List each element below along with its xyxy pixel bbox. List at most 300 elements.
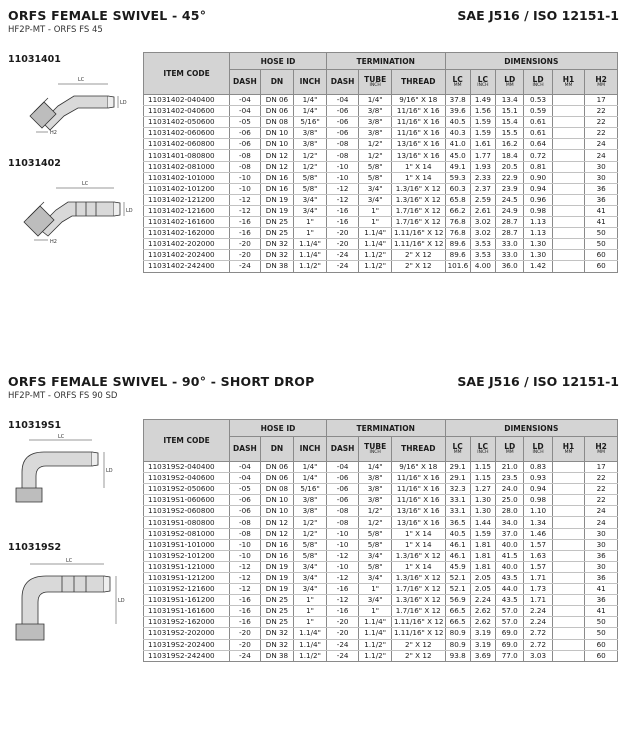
table-cell: 1" (294, 617, 327, 628)
table-cell: 41 (585, 205, 618, 216)
item-code-cell: 11031402-202000 (144, 239, 230, 250)
table-cell: 1.71 (524, 572, 552, 583)
table-cell: 1.93 (470, 161, 495, 172)
table-cell: DN 25 (260, 617, 294, 628)
table-row (144, 194, 618, 205)
table-cell: 3/4" (359, 572, 392, 583)
table-cell: DN 08 (260, 484, 294, 495)
table-cell: 36.0 (496, 261, 524, 272)
table-cell: -10 (326, 539, 359, 550)
table-row (144, 550, 618, 561)
table-cell: 1.30 (470, 495, 495, 506)
item-code-cell: 110319S2-202400 (144, 639, 230, 650)
table-cell: -20 (326, 617, 359, 628)
table-cell: 52.1 (445, 572, 470, 583)
table-cell: 3.53 (470, 239, 495, 250)
table-cell: DN 25 (260, 228, 294, 239)
table-cell: -16 (230, 595, 260, 606)
fitting-45-long-drawing (8, 174, 133, 246)
table-cell: 1.1/2" (294, 650, 327, 661)
table-cell: 1.1/4" (294, 250, 327, 261)
table-cell: 1" (359, 584, 392, 595)
table-cell: -12 (326, 572, 359, 583)
table-cell: 1.42 (524, 261, 552, 272)
table-cell: DN 19 (260, 584, 294, 595)
table-cell: 20.5 (496, 161, 524, 172)
table-cell: 36 (585, 572, 618, 583)
table-cell: 24.0 (496, 484, 524, 495)
table-cell: 11/16" X 16 (391, 495, 445, 506)
table-cell: 41 (585, 217, 618, 228)
table-row (144, 261, 618, 272)
table-cell: -16 (230, 217, 260, 228)
column-header (552, 437, 585, 462)
table-cell: 52.1 (445, 584, 470, 595)
table-cell: 23.5 (496, 473, 524, 484)
table-cell: 1/2" (359, 517, 392, 528)
item-code-cell: 110319S1-060600 (144, 495, 230, 506)
table-row (144, 139, 618, 150)
table-cell (552, 473, 585, 484)
column-header (524, 437, 552, 462)
table-cell: -04 (326, 462, 359, 473)
table-cell: 1.7/16" X 12 (391, 217, 445, 228)
table-cell: 9/16" X 18 (391, 95, 445, 106)
table-cell: 3.19 (470, 628, 495, 639)
table-cell: -10 (326, 561, 359, 572)
column-header (294, 437, 327, 462)
column-header (294, 70, 327, 95)
table-cell: 0.90 (524, 172, 552, 183)
table-cell: 1.13 (524, 228, 552, 239)
table-cell: 5/8" (359, 528, 392, 539)
table-cell: DN 06 (260, 95, 294, 106)
table-cell: 3/4" (359, 550, 392, 561)
table-cell: 3/8" (294, 128, 327, 139)
table-cell: -10 (230, 172, 260, 183)
table-cell: 46.1 (445, 539, 470, 550)
section-standard: SAE J516 / ISO 12151-1 (457, 8, 619, 23)
table-cell: 1.27 (470, 484, 495, 495)
table-cell: 2.72 (524, 628, 552, 639)
table-cell: 1/2" (359, 506, 392, 517)
table-cell: 0.94 (524, 484, 552, 495)
table-cell (552, 650, 585, 661)
column-header (445, 70, 470, 95)
table-row (144, 106, 618, 117)
table-cell: 1.15 (470, 473, 495, 484)
table-cell (552, 639, 585, 650)
table-cell: -12 (326, 183, 359, 194)
table-cell: -12 (230, 205, 260, 216)
table-row (144, 172, 618, 183)
table-cell (552, 250, 585, 261)
table-cell (552, 484, 585, 495)
table-cell: 41.5 (496, 550, 524, 561)
table-cell: -20 (230, 239, 260, 250)
table-cell: 5/8" (359, 561, 392, 572)
item-code-cell: 11031402-081000 (144, 161, 230, 172)
table-row (144, 650, 618, 661)
table-cell: 22 (585, 473, 618, 484)
table-cell: 36 (585, 194, 618, 205)
table-cell: 1" X 14 (391, 172, 445, 183)
table-cell: 1.1/4" (294, 639, 327, 650)
table-cell: 13/16" X 16 (391, 139, 445, 150)
table-row (144, 495, 618, 506)
table-cell: 40.0 (496, 561, 524, 572)
table-cell: 1.11/16" X 12 (391, 617, 445, 628)
table-cell: 33.0 (496, 239, 524, 250)
label-ld: LD (106, 468, 113, 474)
table-row (144, 228, 618, 239)
table-cell (552, 517, 585, 528)
table-cell: 3.02 (470, 217, 495, 228)
column-header-label: H2 (595, 441, 607, 451)
table-cell: -12 (230, 572, 260, 583)
item-code-cell: 110319S1-121200 (144, 572, 230, 583)
part-number: 110319S1 (8, 420, 62, 431)
table-cell: DN 25 (260, 217, 294, 228)
table-cell: -12 (230, 584, 260, 595)
item-code-cell: 11031402-101200 (144, 183, 230, 194)
table-row (144, 595, 618, 606)
table-cell (552, 539, 585, 550)
table-cell: 22.9 (496, 172, 524, 183)
item-code-cell: 110319S2-121600 (144, 584, 230, 595)
table-cell: 1.63 (524, 550, 552, 561)
table-row (144, 617, 618, 628)
table-cell: -04 (230, 473, 260, 484)
table-cell: 1" (359, 205, 392, 216)
table-cell: 3/8" (359, 484, 392, 495)
table-cell: 1.11/16" X 12 (391, 239, 445, 250)
table-cell: 23.9 (496, 183, 524, 194)
table-cell: 28.0 (496, 506, 524, 517)
table-cell: -10 (326, 528, 359, 539)
column-header (391, 437, 445, 462)
table-cell: 80.9 (445, 628, 470, 639)
table-cell (552, 239, 585, 250)
table-cell: 60 (585, 650, 618, 661)
table-cell: 1/4" (294, 473, 327, 484)
column-header (585, 437, 618, 462)
table-cell: 11/16" X 16 (391, 484, 445, 495)
table-cell (552, 572, 585, 583)
table-cell: -24 (230, 650, 260, 661)
table-cell: -05 (230, 484, 260, 495)
table-cell: 69.0 (496, 628, 524, 639)
table-cell: 1.1/4" (294, 628, 327, 639)
label-lc: LC (82, 181, 89, 187)
table-cell: 1.57 (524, 561, 552, 572)
table-cell: 1" (359, 606, 392, 617)
table-cell: 22 (585, 117, 618, 128)
header-termination: TERMINATION (326, 420, 445, 437)
table-cell: 13/16" X 16 (391, 517, 445, 528)
table-cell: 1" X 14 (391, 161, 445, 172)
column-header (260, 437, 294, 462)
part-number: 110319S2 (8, 542, 62, 553)
table-cell: 2.33 (470, 172, 495, 183)
table-cell: 1.1/4" (359, 228, 392, 239)
item-code-cell: 11031401-080800 (144, 150, 230, 161)
table-cell: 2.59 (470, 194, 495, 205)
table-cell: 2.37 (470, 183, 495, 194)
table-cell: DN 06 (260, 462, 294, 473)
table-cell: -16 (230, 228, 260, 239)
table-cell: -06 (326, 495, 359, 506)
table-cell: 1.11/16" X 12 (391, 628, 445, 639)
table-cell: 30 (585, 172, 618, 183)
table-cell: -08 (230, 161, 260, 172)
table-cell: 77.0 (496, 650, 524, 661)
table-cell: 1.30 (524, 250, 552, 261)
item-code-cell: 110319S1-161200 (144, 595, 230, 606)
table-cell: 43.5 (496, 595, 524, 606)
table-cell: 0.93 (524, 473, 552, 484)
column-header (445, 437, 470, 462)
label-lc: LC (78, 77, 85, 83)
table-body (144, 95, 618, 273)
table-cell: 0.98 (524, 495, 552, 506)
table-cell: 24 (585, 150, 618, 161)
table-cell: 24.5 (496, 194, 524, 205)
label-lc: LC (58, 434, 65, 440)
item-code-cell: 110319S2-040400 (144, 462, 230, 473)
column-header-unit: INCH (477, 450, 489, 455)
table-cell: 59.3 (445, 172, 470, 183)
table-cell: 5/8" (359, 172, 392, 183)
table-cell (552, 95, 585, 106)
table-row (144, 462, 618, 473)
column-header-label: H1 (562, 441, 575, 451)
column-header (359, 437, 392, 462)
header-dimensions: DIMENSIONS (445, 53, 617, 70)
table-cell: 3.19 (470, 639, 495, 650)
table-cell: 0.81 (524, 161, 552, 172)
table-row (144, 117, 618, 128)
column-header-unit: INCH (369, 83, 381, 88)
table-cell: DN 32 (260, 239, 294, 250)
table-cell: 2.61 (470, 205, 495, 216)
table-cell: DN 10 (260, 495, 294, 506)
header-item-code: ITEM CODE (144, 53, 230, 95)
table-cell: 1.7/16" X 12 (391, 205, 445, 216)
part-number: 11031402 (8, 158, 61, 169)
table-cell: 5/8" (294, 172, 327, 183)
table-cell: 36.5 (445, 517, 470, 528)
table-cell: 5/8" (294, 539, 327, 550)
table-cell: 16.2 (496, 139, 524, 150)
column-header-unit: MM (597, 450, 606, 455)
table-cell: 1" (359, 217, 392, 228)
table-cell (552, 228, 585, 239)
table-cell: 1.1/2" (294, 261, 327, 272)
table-cell: 36 (585, 183, 618, 194)
table-cell: 3/4" (294, 194, 327, 205)
table-cell: -10 (326, 161, 359, 172)
item-code-cell: 11031402-242400 (144, 261, 230, 272)
table-cell: 3/8" (359, 473, 392, 484)
table-cell: 32.3 (445, 484, 470, 495)
table-cell: 28.7 (496, 217, 524, 228)
column-header-unit: MM (505, 83, 514, 88)
table-cell: 1.81 (470, 550, 495, 561)
table-cell: 11/16" X 16 (391, 128, 445, 139)
column-header-label: TUBE (364, 74, 387, 84)
header-hose-id: HOSE ID (230, 53, 327, 70)
column-header-label: DASH (233, 444, 257, 454)
table-cell: 3/4" (359, 183, 392, 194)
column-header (552, 70, 585, 95)
table-row (144, 217, 618, 228)
table-cell: 2.05 (470, 584, 495, 595)
table-cell: -06 (230, 128, 260, 139)
table-cell: DN 19 (260, 194, 294, 205)
table-cell: 5/16" (294, 484, 327, 495)
table-cell: 34.0 (496, 517, 524, 528)
table-row (144, 561, 618, 572)
table-cell: 33.0 (496, 250, 524, 261)
table-cell (552, 595, 585, 606)
table-cell: 2.62 (470, 617, 495, 628)
table-cell: 15.5 (496, 128, 524, 139)
table-cell: 2.72 (524, 639, 552, 650)
table-cell: -20 (326, 239, 359, 250)
table-row (144, 484, 618, 495)
table-cell: -06 (326, 106, 359, 117)
table-cell (552, 606, 585, 617)
column-header (470, 70, 495, 95)
column-header (260, 70, 294, 95)
table-cell: 3.53 (470, 250, 495, 261)
table-cell: 1/2" (294, 517, 327, 528)
table-cell (552, 172, 585, 183)
item-code-cell: 11031402-060600 (144, 128, 230, 139)
column-header (470, 437, 495, 462)
table-cell: 1.3/16" X 12 (391, 595, 445, 606)
table-cell: 5/16" (294, 117, 327, 128)
table-cell: 40.5 (445, 117, 470, 128)
column-header-unit: MM (564, 83, 573, 88)
table-cell (552, 462, 585, 473)
table-cell: 1.44 (470, 517, 495, 528)
table-cell: 1.61 (470, 139, 495, 150)
column-header (230, 437, 260, 462)
table-cell: DN 06 (260, 106, 294, 117)
table-cell: -16 (230, 617, 260, 628)
label-ld: LD (126, 208, 133, 214)
table-cell: 1.3/16" X 12 (391, 194, 445, 205)
table-cell: 2" X 12 (391, 639, 445, 650)
spec-table (143, 419, 618, 662)
column-header-label: LD (504, 441, 516, 451)
table-cell: 1.56 (470, 106, 495, 117)
column-header (496, 437, 524, 462)
table-cell: 44.0 (496, 584, 524, 595)
table-cell: 41 (585, 606, 618, 617)
table-cell: 0.61 (524, 117, 552, 128)
table-cell: 11/16" X 16 (391, 473, 445, 484)
column-header-unit: MM (453, 83, 462, 88)
table-cell: DN 08 (260, 117, 294, 128)
table-cell: 11/16" X 16 (391, 117, 445, 128)
table-row (144, 572, 618, 583)
column-header-unit: MM (505, 450, 514, 455)
table-cell: 40.3 (445, 128, 470, 139)
item-code-cell: 110319S2-162000 (144, 617, 230, 628)
table-cell: 2.05 (470, 572, 495, 583)
table-cell: 24 (585, 139, 618, 150)
table-cell: -08 (230, 517, 260, 528)
column-header-label: LD (532, 441, 544, 451)
table-cell: 66.2 (445, 205, 470, 216)
table-cell: 0.64 (524, 139, 552, 150)
table-cell: 50 (585, 617, 618, 628)
table-row (144, 161, 618, 172)
table-cell: DN 16 (260, 172, 294, 183)
table-cell: 11/16" X 16 (391, 106, 445, 117)
table-cell: -10 (326, 172, 359, 183)
table-cell: -24 (326, 639, 359, 650)
column-header-label: TUBE (364, 441, 387, 451)
table-cell: 28.7 (496, 228, 524, 239)
table-cell (552, 217, 585, 228)
table-cell: 0.61 (524, 128, 552, 139)
table-cell: -24 (326, 250, 359, 261)
table-cell: -08 (326, 150, 359, 161)
section-title: ORFS FEMALE SWIVEL - 45° (8, 8, 207, 23)
table-cell: 1" (294, 217, 327, 228)
column-header (585, 70, 618, 95)
table-cell: DN 10 (260, 139, 294, 150)
table-cell: 1/4" (359, 462, 392, 473)
table-cell: 1.15 (470, 462, 495, 473)
table-cell (552, 584, 585, 595)
table-cell: 1.59 (470, 117, 495, 128)
header-item-code: ITEM CODE (144, 420, 230, 462)
table-cell: 1.46 (524, 528, 552, 539)
item-code-cell: 110319S2-081000 (144, 528, 230, 539)
table-cell: 30 (585, 528, 618, 539)
table-row (144, 628, 618, 639)
table-cell: 1.73 (524, 584, 552, 595)
table-cell: -16 (326, 217, 359, 228)
table-cell: 1" X 14 (391, 561, 445, 572)
table-cell: 1/2" (294, 528, 327, 539)
table-cell: 5/8" (294, 550, 327, 561)
table-cell: 45.0 (445, 150, 470, 161)
table-cell: 1" (294, 595, 327, 606)
table-cell: 3/8" (359, 128, 392, 139)
table-row (144, 473, 618, 484)
column-header-unit: MM (597, 83, 606, 88)
column-header-label: DN (270, 444, 284, 454)
table-cell: -06 (326, 128, 359, 139)
table-cell (552, 617, 585, 628)
table-cell: -12 (326, 194, 359, 205)
table-cell: -08 (326, 506, 359, 517)
table-cell: DN 12 (260, 528, 294, 539)
table-cell: 24 (585, 506, 618, 517)
table-cell: 2" X 12 (391, 650, 445, 661)
item-code-cell: 11031402-101000 (144, 172, 230, 183)
item-code-cell: 11031402-161600 (144, 217, 230, 228)
table-row (144, 95, 618, 106)
table-cell: 60 (585, 261, 618, 272)
table-cell: 1" X 14 (391, 528, 445, 539)
